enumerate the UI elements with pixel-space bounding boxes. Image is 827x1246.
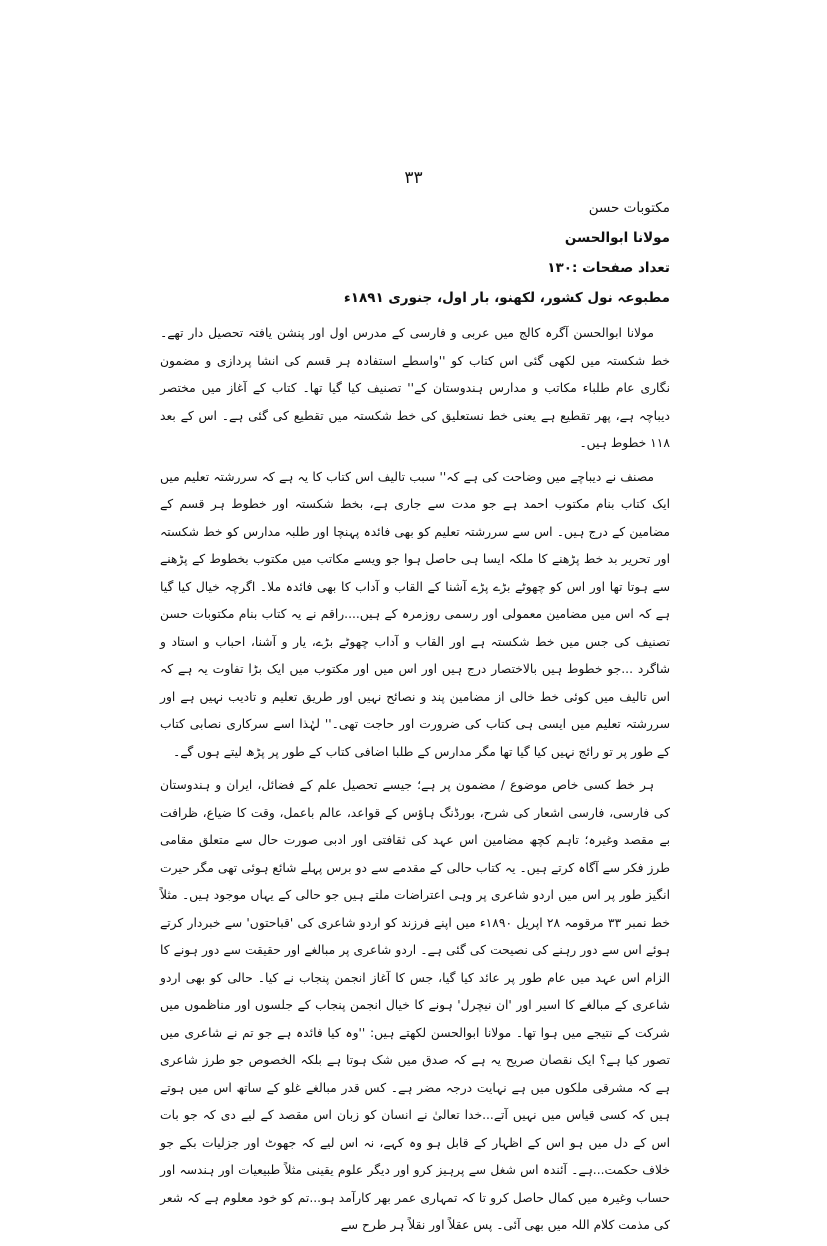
- paragraph-1: مولانا ابوالحسن آگرہ کالج میں عربی و فارسی کے مدرس اول اور پنشن یافتہ تحصیل دار تھے۔ خط شکستہ میں لکھی گئی اس کتاب کو ''واسطے استفادہ ہر قسم کی انشا پردازی و مضمون نگاری عام طلباء مکاتب و مدارس ہندوستان کے'' تصنیف کیا گیا تھا۔ کتاب کے آغاز میں مختصر دیباچہ ہے، پھر تقطیع ہے یعنی خط نستعلیق کی خط شکستہ میں تقطیع کی گئی ہے۔ اس کے بعد ۱۱۸ خطوط ہیں۔: [160, 326, 670, 450]
- publication-info: مطبوعہ نول کشور، لکھنو، بار اول، جنوری ۱۸۹۱ء: [343, 290, 670, 306]
- page-number: ۳۳: [404, 168, 423, 188]
- paragraph-2: مصنف نے دیباچے میں وضاحت کی ہے کہ'' سبب تالیف اس کتاب کا یہ ہے کہ سررشتہ تعلیم میں ایک کتاب بنام مکتوب احمد ہے جو مدت سے جاری ہے، بخط شکستہ اور خطوط ہر قسم کے مضامین کے درج ہیں۔ اس سے سررشتہ تعلیم کو بھی فائدہ پہنچا اور طلبہ مدارس کو خط شکستہ اور تحریر بد خط پڑھنے کا ملکہ ایسا ہی حاصل ہوا جو ویسے مکاتب میں مکتوب بخطوط کے پڑھنے سے ہوتا تھا اور اس کو چھوٹے بڑے پڑے آشنا کے القاب و آداب کا بھی فائدہ ملا۔ اگرچہ خیال کیا گیا ہے کہ اس میں مضامین معمولی اور رسمی روزمرہ کے ہیں....راقم نے یہ کتاب بنام مکتوبات حسن تصنیف کی جس میں خط شکستہ ہے اور القاب و آداب چھوٹے بڑے، یار و آشنا، احباب و استاد و شاگرد ...جو خطوط ہیں بالاختصار درج ہیں اور اس میں اور مکتوب میں ایک بڑا تفاوت یہ ہے کہ اس تالیف میں کوئی خط خالی از مضامین پند و نصائح نہیں اور طریق تعلیم و تادیب نہیں ہے اور سررشتہ تعلیم میں ایسی ہی کتاب کی ضرورت اور حاجت تھی۔'' لہٰذا اسے سرکاری نصابی کتاب کے طور پر تو رائج نہیں کیا گیا تھا مگر مدارس کے طلبا اضافی کتاب کے طور پر پڑھ لیتے ہوں گے۔: [160, 469, 670, 759]
- page-count: تعداد صفحات :۱۳۰: [547, 260, 670, 276]
- paragraph-3: ہر خط کسی خاص موضوع / مضمون پر ہے؛ جیسے تحصیل علم کے فضائل، ایران و ہندوستان کی فارسی، فارسی اشعار کی شرح، بورڈنگ ہاؤس کے قواعد، عالم باعمل، وقت کا ضیاع، ظرافت بے مقصد وغیرہ؛ تاہم کچھ مضامین اس عہد کی ثقافتی اور ادبی صورت حال سے متعلق مقامی طرز فکر سے آگاہ کرتے ہیں۔ یہ کتاب حالی کے مقدمے سے دو برس پہلے شائع ہوئی تھی مگر حیرت انگیز طور پر اس میں اردو شاعری پر وہی اعتراضات ملتے ہیں جو حالی کے یہاں موجود ہیں۔ مثلاً خط نمبر ۳۳ مرقومہ ۲۸ اپریل ۱۸۹۰ء میں اپنے فرزند کو اردو شاعری کی 'قباحتوں' سے خبردار کرتے ہوئے اس سے دور رہنے کی نصیحت کی گئی ہے۔ اردو شاعری پر مبالغے اور حقیقت سے دور ہونے کا الزام اس عہد میں عام طور پر عائد کیا گیا، جس کا آغاز انجمن پنجاب نے کیا۔ حالی کو بھی اردو شاعری کے مبالغے کا اسیر اور 'ان نیچرل' ہونے کا خیال انجمن پنجاب کے جلسوں اور مناظموں میں شرکت کے نتیجے میں ہوا تھا۔ مولانا ابوالحسن لکھتے ہیں: ''وہ کیا فائدہ ہے جو تم نے شاعری میں تصور کیا ہے؟ ایک نقصان صریح یہ ہے کہ صدق میں شک ہوتا ہے بلکہ الخصوص جو طرز شاعری ہے کہ مشرقی ملکوں میں ہے نہایت درجہ مضر ہے۔ کس قدر مبالغے غلو کے ساتھ اس میں ہوتے ہیں کہ کسی قیاس میں نہیں آتے...خدا تعالیٰ نے انسان کو زبان اس مقصد کے لیے دی کہ جو بات اس کے دل میں ہو اس کے اظہار کے قابل ہو وہ کہے، نہ اس لیے کہ جھوٹ اور جزلیات بکے جو خلاف حکمت...ہے۔ آئندہ اس شغل سے پرہیز کرو اور دیگر علوم یقینی مثلاً طبیعیات اور ہندسہ اور حساب وغیرہ میں کمال حاصل کرو تا کہ تمہاری عمر بھر کارآمد ہو...تم کو خود معلوم ہے کہ شعر کی مذمت کلام اللہ میں بھی آئی۔ پس عقلاً اور نقلاً ہر طرح سے: [160, 778, 671, 1232]
- book-author: مولانا ابوالحسن: [564, 230, 670, 246]
- book-title: مکتوبات حسن: [588, 200, 670, 216]
- page-content: [160, 200, 670, 1246]
